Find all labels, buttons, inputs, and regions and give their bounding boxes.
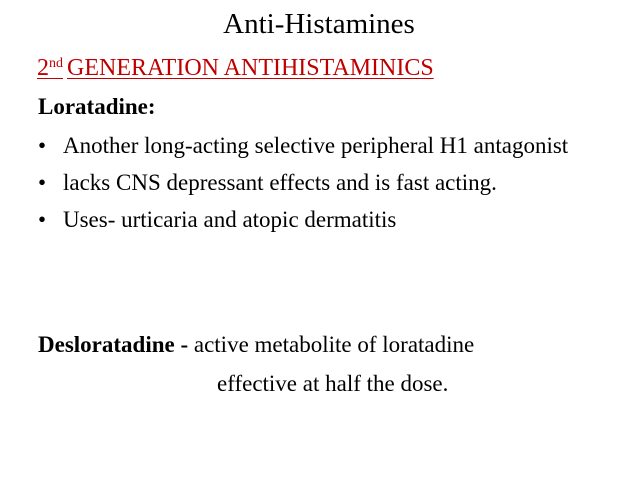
bullet-text: Uses- urticaria and atopic dermatitis [63,207,397,232]
bullet-item [38,131,628,161]
bullet-text: Another long-acting selective peripheral H1 antagonist [63,133,569,158]
bullet-icon: • [38,133,47,158]
drug-heading: Loratadine: [38,94,156,119]
bullet-item [38,168,628,198]
slide-title: Anti-Histamines [223,8,415,40]
bullet-icon: • [38,170,47,195]
bullet-icon: • [38,207,47,232]
subtitle-superscript: nd [49,56,63,71]
definition-line [38,330,474,360]
bullet-item [38,205,628,235]
definition-text: active metabolite of loratadine [188,332,475,357]
slide-subtitle [37,49,434,83]
subtitle-text: GENERATION ANTIHISTAMINICS [67,55,434,81]
slide-content [38,92,628,235]
definition-term: Desloratadine - [38,332,189,357]
bullet-text: lacks CNS depressant effects and is fast acting. [63,170,497,195]
definition-continuation: effective at half the dose. [217,371,449,396]
subtitle-number: 2 [37,55,49,81]
